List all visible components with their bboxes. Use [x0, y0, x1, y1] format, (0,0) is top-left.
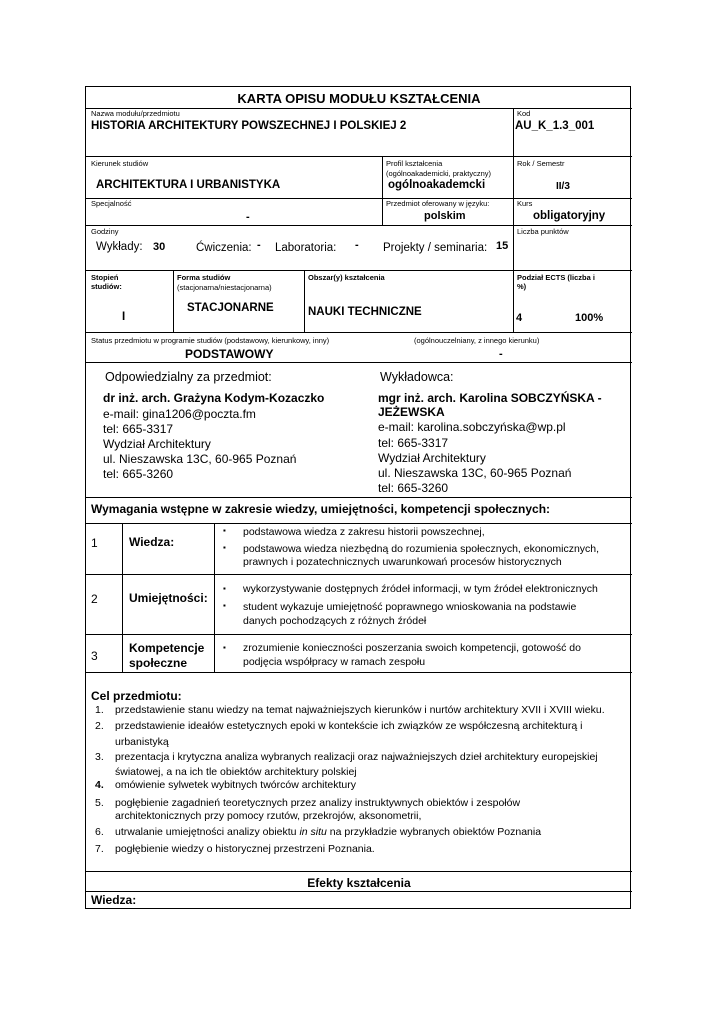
lecturer-address: ul. Nieszawska 13C, 60-965 Poznań [378, 466, 572, 480]
requirement-number: 3 [91, 649, 98, 663]
responsible-tel-2: tel: 665-3260 [103, 467, 174, 481]
goal-item [95, 826, 541, 838]
requirement-label: Umiejętności: [129, 591, 208, 605]
lecturer-email: e-mail: karolina.sobczyńska@wp.pl [378, 420, 566, 434]
lectures-value: 30 [153, 241, 166, 253]
requirement-item: zrozumienie konieczności poszerzania swoich kompetencji, gotowość do [243, 642, 581, 654]
requirement-item-cont: podjęcia współpracy w ramach zespołu [243, 656, 426, 668]
lecturer-name-2: JEŻEWSKA [378, 405, 445, 419]
module-code: AU_K_1.3_001 [515, 120, 595, 132]
card-title: KARTA OPISU MODUŁU KSZTAŁCENIA [237, 91, 481, 106]
requirement-number: 1 [91, 536, 98, 550]
area-label: Obszar(y) kształcenia [308, 273, 385, 282]
goal-number: 4. [95, 779, 104, 791]
goal-text: pogłębienie zagadnień teoretycznych przez analizy instruktywnych obiektów i zespołów [115, 797, 521, 809]
lecturer-tel-2: tel: 665-3260 [378, 481, 449, 495]
level-value: I [122, 311, 126, 323]
ects-label-2: %) [517, 282, 527, 291]
status-label-2: (ogólnouczelniany, z innego kierunku) [414, 336, 540, 345]
goal-item [95, 797, 520, 809]
goals-heading: Cel przedmiotu: [91, 689, 182, 703]
bullet: ▪ [223, 526, 226, 535]
status-value: PODSTAWOWY [185, 347, 274, 361]
status-label: Status przedmiotu w programie studiów (podstawowy, kierunkowy, inny) [91, 336, 330, 345]
projects-value: 15 [496, 240, 509, 252]
language-label: Przedmiot oferowany w języku: [386, 199, 490, 208]
exercises-label: Ćwiczenia: [196, 242, 252, 254]
requirement-number: 2 [91, 592, 98, 606]
exercises-value: - [257, 239, 261, 251]
goal-item [95, 704, 605, 716]
course-value: obligatoryjny [533, 210, 606, 222]
responsible-heading: Odpowiedzialny za przedmiot: [105, 370, 272, 384]
requirement-label: Kompetencje [129, 641, 205, 655]
bullet: ▪ [223, 584, 226, 593]
direction-value: ARCHITEKTURA I URBANISTYKA [96, 179, 281, 191]
form-label-hint: (stacjonarna/niestacjonarna) [177, 283, 272, 292]
year-value: II/3 [556, 181, 570, 192]
knowledge-label: Wiedza: [91, 893, 137, 907]
bullet: ▪ [223, 601, 226, 610]
goal-text-cont: światowej, a na ich tle obiektów architektury polskiej [115, 766, 357, 778]
projects-label: Projekty / seminaria: [383, 242, 488, 254]
goal-number: 5. [95, 797, 104, 809]
profile-value: ogólnoakademcki [388, 179, 486, 191]
bullet: ▪ [223, 543, 226, 552]
requirement-item-cont: prawnych i pozatechnicznych uwarunkowań procesów historycznych [243, 556, 562, 568]
goal-text: pogłębienie wiedzy o historycznej przestrzeni Poznania. [115, 843, 375, 855]
goal-text: utrwalanie umiejętności analizy obiektu in situ na przykładzie wybranych obiektów Poznania [115, 826, 542, 838]
requirement-item: podstawowa wiedza z zakresu historii powszechnej, [243, 526, 485, 538]
lectures-label: Wykłady: [96, 241, 143, 253]
profile-label-hint: (ogólnoakademicki, praktyczny) [386, 169, 492, 178]
goal-number: 6. [95, 826, 104, 838]
direction-label: Kierunek studiów [91, 159, 149, 168]
lecturer-name: mgr inż. arch. Karolina SOBCZYŃSKA - [378, 391, 602, 405]
level-label: Stopień [91, 273, 119, 282]
goal-item [95, 843, 375, 855]
status-value-2: - [499, 348, 503, 360]
requirement-label: Wiedza: [129, 535, 175, 549]
form-value: STACJONARNE [187, 302, 274, 314]
goal-item [95, 720, 582, 732]
hours-label: Godziny [91, 227, 119, 236]
language-value: polskim [424, 210, 466, 222]
lab-label: Laboratoria: [275, 242, 337, 254]
goal-text: omówienie sylwetek wybitnych twórców architektury [115, 779, 357, 791]
goal-text: prezentacja i krytyczna analiza wybranych realizacji oraz najważniejszych dzieł architektury europejskiej [115, 751, 598, 763]
code-label: Kod [517, 109, 531, 118]
goal-number: 2. [95, 720, 104, 732]
level-label-2: studiów: [91, 282, 122, 291]
module-name-label: Nazwa modułu/przedmiotu [91, 109, 180, 118]
requirement-item: student wykazuje umiejętność poprawnego wnioskowania na podstawie [243, 601, 577, 613]
goal-text: przedstawienie stanu wiedzy na temat najważniejszych kierunków i nurtów architektury XVII i XVIII wieku. [115, 704, 605, 716]
form-label: Forma studiów [177, 273, 231, 282]
goal-text-cont: urbanistyką [115, 736, 169, 748]
effects-heading: Efekty kształcenia [307, 876, 411, 890]
goal-item [95, 779, 356, 791]
goal-number: 3. [95, 751, 104, 763]
area-value: NAUKI TECHNICZNE [308, 306, 422, 318]
responsible-dept: Wydział Architektury [103, 437, 211, 451]
responsible-email: e-mail: gina1206@poczta.fm [103, 407, 256, 421]
year-label: Rok / Semestr [517, 159, 565, 168]
goal-text: przedstawienie ideałów estetycznych epoki w kontekście ich związków ze współczesną architekturą i [115, 720, 583, 732]
lecturer-heading: Wykładowca: [380, 370, 454, 384]
goal-number: 7. [95, 843, 104, 855]
bullet: ▪ [223, 643, 226, 652]
responsible-address: ul. Nieszawska 13C, 60-965 Poznań [103, 452, 297, 466]
module-name: HISTORIA ARCHITEKTURY POWSZECHNEJ I POLSKIEJ 2 [91, 120, 407, 132]
points-label: Liczba punktów [517, 227, 569, 236]
profile-label: Profil kształcenia [386, 159, 443, 168]
lecturer-tel: tel: 665-3317 [378, 436, 449, 450]
module-card [85, 86, 631, 909]
requirement-item: wykorzystywanie dostępnych źródeł informacji, w tym źródeł elektronicznych [243, 583, 598, 595]
goal-number: 1. [95, 704, 104, 716]
requirement-label-2: społeczne [129, 656, 188, 670]
requirement-item-cont: danych pochodzących z różnych źródeł [243, 615, 427, 627]
ects-percent: 100% [575, 312, 604, 324]
requirement-item: podstawowa wiedza niezbędną do rozumienia społecznych, ekonomicznych, [243, 543, 600, 555]
responsible-tel: tel: 665-3317 [103, 422, 174, 436]
goal-text-cont: architektonicznych przy pomocy rzutów, przekrojów, aksonometrii, [115, 810, 422, 822]
ects-points: 4 [516, 312, 523, 324]
specialty-value: - [246, 211, 250, 223]
goal-item [95, 751, 598, 763]
responsible-name: dr inż. arch. Grażyna Kodym-Kozaczko [103, 391, 325, 405]
lecturer-dept: Wydział Architektury [378, 451, 486, 465]
requirements-heading: Wymagania wstępne w zakresie wiedzy, umiejętności, kompetencji społecznych: [91, 502, 551, 516]
ects-label: Podział ECTS (liczba i [517, 273, 595, 282]
lab-value: - [355, 239, 359, 251]
specialty-label: Specjalność [91, 199, 132, 208]
course-label: Kurs [517, 199, 533, 208]
